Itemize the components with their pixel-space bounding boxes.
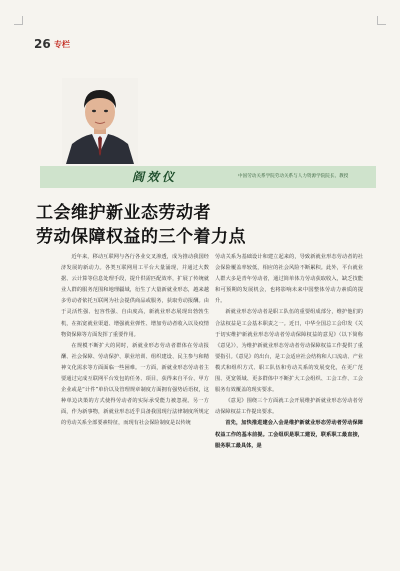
crop-mark-right: [377, 16, 386, 25]
paragraph: 《意见》围绕三个方面就工会开展维护新就业形态劳动者劳动保障权益工作提出要求。: [215, 398, 363, 416]
text-column-left: [61, 252, 209, 430]
paragraph: 在规模不断扩大的同时，新就业形态劳动者群体在劳动报酬、社会保障、劳动保护、职业培训、组织建设、民主参与和精神文化需求等方面面临一些困难。一方面，新就业形态劳动者主要通过完成互联网平台发包的任务、项目，获得来自平台、甲方企业或是“计件”单价以及管理规章制度方面拥有强势话语权，这种单边决策的方式使得劳动者的实际承受能力被忽视。另一方面，作为新事物，新就业形态近乎具备我国现行法律制度所规定的劳动关系全部要素特征，而现有社会保险制度是以传统: [61, 342, 209, 427]
crop-mark-left: [14, 16, 23, 25]
author-portrait: [62, 78, 138, 164]
author-name: 阎效仪: [132, 170, 178, 184]
text-column-right: [215, 252, 363, 452]
author-title: 中国劳动关系学院劳动关系与人力资源学院院长、教授: [238, 174, 349, 179]
page-number: 26: [34, 37, 51, 51]
author-bar: [40, 166, 376, 188]
article-title: [36, 201, 246, 249]
article-title-line-2: 劳动保障权益的三个着力点: [36, 227, 246, 247]
paragraph: 近年来，移动互联网与各行各业交叉渗透，成为推动我国经济发展的新动力。各类互联网用工平台大量涌现，并通过大数据、云计算等信息处理手段，提升供需匹配效率，扩展了传统就业人群的服务范围和地理疆域，衍生了大量新就业形态，越来越多劳动者依托互联网为社会提供商品或服务，获取劳动报酬。由于灵活性强、包容性强、自由度高，新就业形态展现出勃勃生机，在拓宽就业渠道、增强就业弹性、增加劳动者收入以及疫情物资保障等方面发挥了重要作用。: [61, 254, 209, 338]
paragraph-lead-bold: 首先，加快推进建会入会是维护新就业形态劳动者劳动保障权益工作的基本前提。工会组织是职工建设，联系职工最直接，服务职工最具体，是: [215, 420, 363, 449]
paragraph: 劳动关系为基础设计和建立起来的，导致新就业形态劳动者的社会保险覆盖率较低，相应的社会风险不断累积。此外，平台就业人群大多是青年劳动者，通过简单体力劳动获取收入，缺乏技能和可预期的发展机会，也将影响未来中国整体劳动力素质的提升。: [215, 254, 363, 305]
paragraph: 新就业形态劳动者是职工队伍的重要组成部分，维护他们的合法权益是工会基本职责之一。近日，中华全国总工会印发《关于切实维护新就业形态劳动者劳动保障权益的意见》（以下简称《意见》），为维护新就业形态劳动者劳动保障权益工作提供了重要指引。《意见》的出台，是工会适应社会结构和人口流动、产业模式和组织方式、职工队伍和劳动关系的发展变化，在更广范围、更宽领域、更多群体中不断扩大工会组织、工会工作、工会服务有效覆盖的现实要求。: [215, 309, 363, 394]
article-title-line-1: 工会维护新业态劳动者: [36, 203, 211, 223]
section-label: 专栏: [54, 40, 70, 49]
portrait-image: [62, 78, 138, 164]
